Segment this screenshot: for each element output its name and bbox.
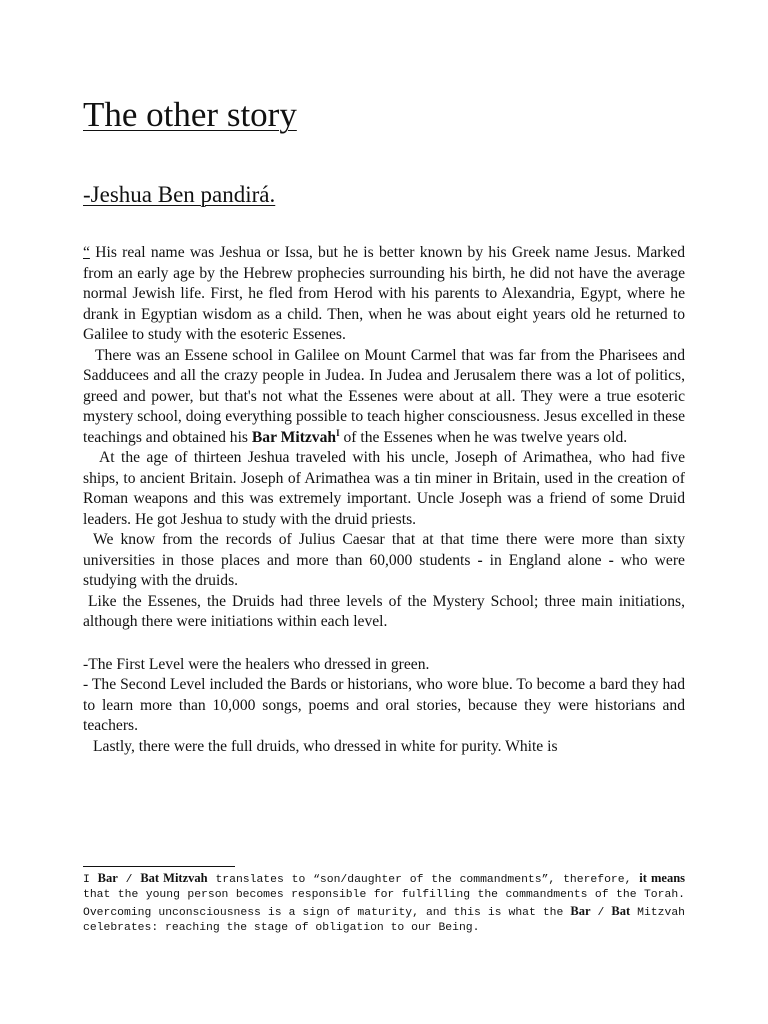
page-title: The other story: [83, 95, 297, 134]
paragraph-2-text-b: of the Essenes when he was twelve years old.: [343, 428, 628, 446]
footnote-text-c: Mitzvah celebrates: reaching the stage of obligation to our Being.: [83, 906, 685, 934]
footnote-divider: [83, 866, 235, 867]
footnote-text-a: translates to “son/daughter of the commandments”, therefore,: [215, 874, 632, 886]
footnote-bat-mitzvah: Bat Mitzvah: [140, 871, 208, 885]
paragraph-4: [83, 530, 685, 592]
footnote-bar: Bar: [97, 871, 118, 885]
paragraph-1-text: His real name was Jeshua or Issa, but he is better known by his Greek name Jesus. Marked from an early age by the Hebrew prophecies surrounding his birth, he did not have the average normal Jewish life. First, he fled from Herod with his parents to Alexandria, Egypt, where he drank in Egyptian wisdom as a child. Then, when he was about eight years old he returned to Galilee to study with the esoteric Essenes.: [83, 244, 685, 343]
paragraph-5: Like the Essenes, the Druids had three levels of the Mystery School; three main initiations, although there were initiations within each level.: [83, 592, 685, 630]
paragraph-8: Lastly, there were the full druids, who dressed in white for purity. White is: [93, 737, 558, 755]
footnote-text-b: that the young person becomes responsible for fulfilling the commandments of the Torah. Overcoming unconsciousness is a sign of maturity, and this is what the: [83, 889, 685, 919]
footnote: [83, 871, 685, 936]
paragraph-gap: [83, 633, 685, 655]
footnote-it-means: it means: [639, 871, 686, 885]
footnote-marker: I: [83, 874, 90, 886]
footnote-bat-2: Bat: [611, 903, 631, 918]
footnote-slash-1: /: [125, 874, 133, 886]
body-text: [83, 243, 685, 757]
footnote-slash-2: /: [597, 906, 605, 919]
footnote-bar-2: Bar: [570, 903, 591, 918]
paragraph-6: -The First Level were the healers who dressed in green.: [83, 655, 430, 673]
paragraph-4-text-c: who were studying with the druids.: [83, 551, 685, 589]
paragraph-2-text-a: There was an Essene school in Galilee on Mount Carmel that was far from the Pharisees and Sadducees and all the crazy people in Judea. In Judea and Jerusalem there was a lot of politics, greed and power, but that's not what the Essenes were about at all. They were a true esoteric mystery school, doing everything possible to teach higher consciousness. Jesus excelled in these teachings and obtained his: [83, 346, 685, 446]
paragraph-4-text-a: We know from the records of Julius Caesar that at that time there were more than sixty universities in those places and more than 60,000 students: [83, 531, 685, 569]
page-subtitle: -Jeshua Ben pandirá.: [83, 182, 276, 207]
paragraph-7: - The Second Level included the Bards or historians, who wore blue. To become a bard they had to learn more than 10,000 songs, poems and oral stories, because they were historians and teachers.: [83, 676, 685, 734]
paragraph-1: [83, 243, 685, 346]
paragraph-3: At the age of thirteen Jeshua traveled with his uncle, Joseph of Arimathea, who had five ships, to ancient Britain. Joseph of Arimathea was a tin miner in Britain, used in the creation of Roman weapons and this was extremely important. Uncle Joseph was a friend of some Druid leaders. He got Jeshua to study with the druid priests.: [83, 449, 685, 528]
paragraph-4-dash-2: -: [608, 551, 614, 569]
footnote-reference: I: [336, 427, 340, 438]
opening-quote-mark: “: [83, 244, 90, 261]
paragraph-4-dash-1: -: [477, 551, 483, 569]
paragraph-2: [83, 346, 685, 449]
paragraph-4-text-b: in England alone: [489, 551, 602, 569]
bar-mitzvah-term: Bar Mitzvah: [251, 428, 337, 446]
